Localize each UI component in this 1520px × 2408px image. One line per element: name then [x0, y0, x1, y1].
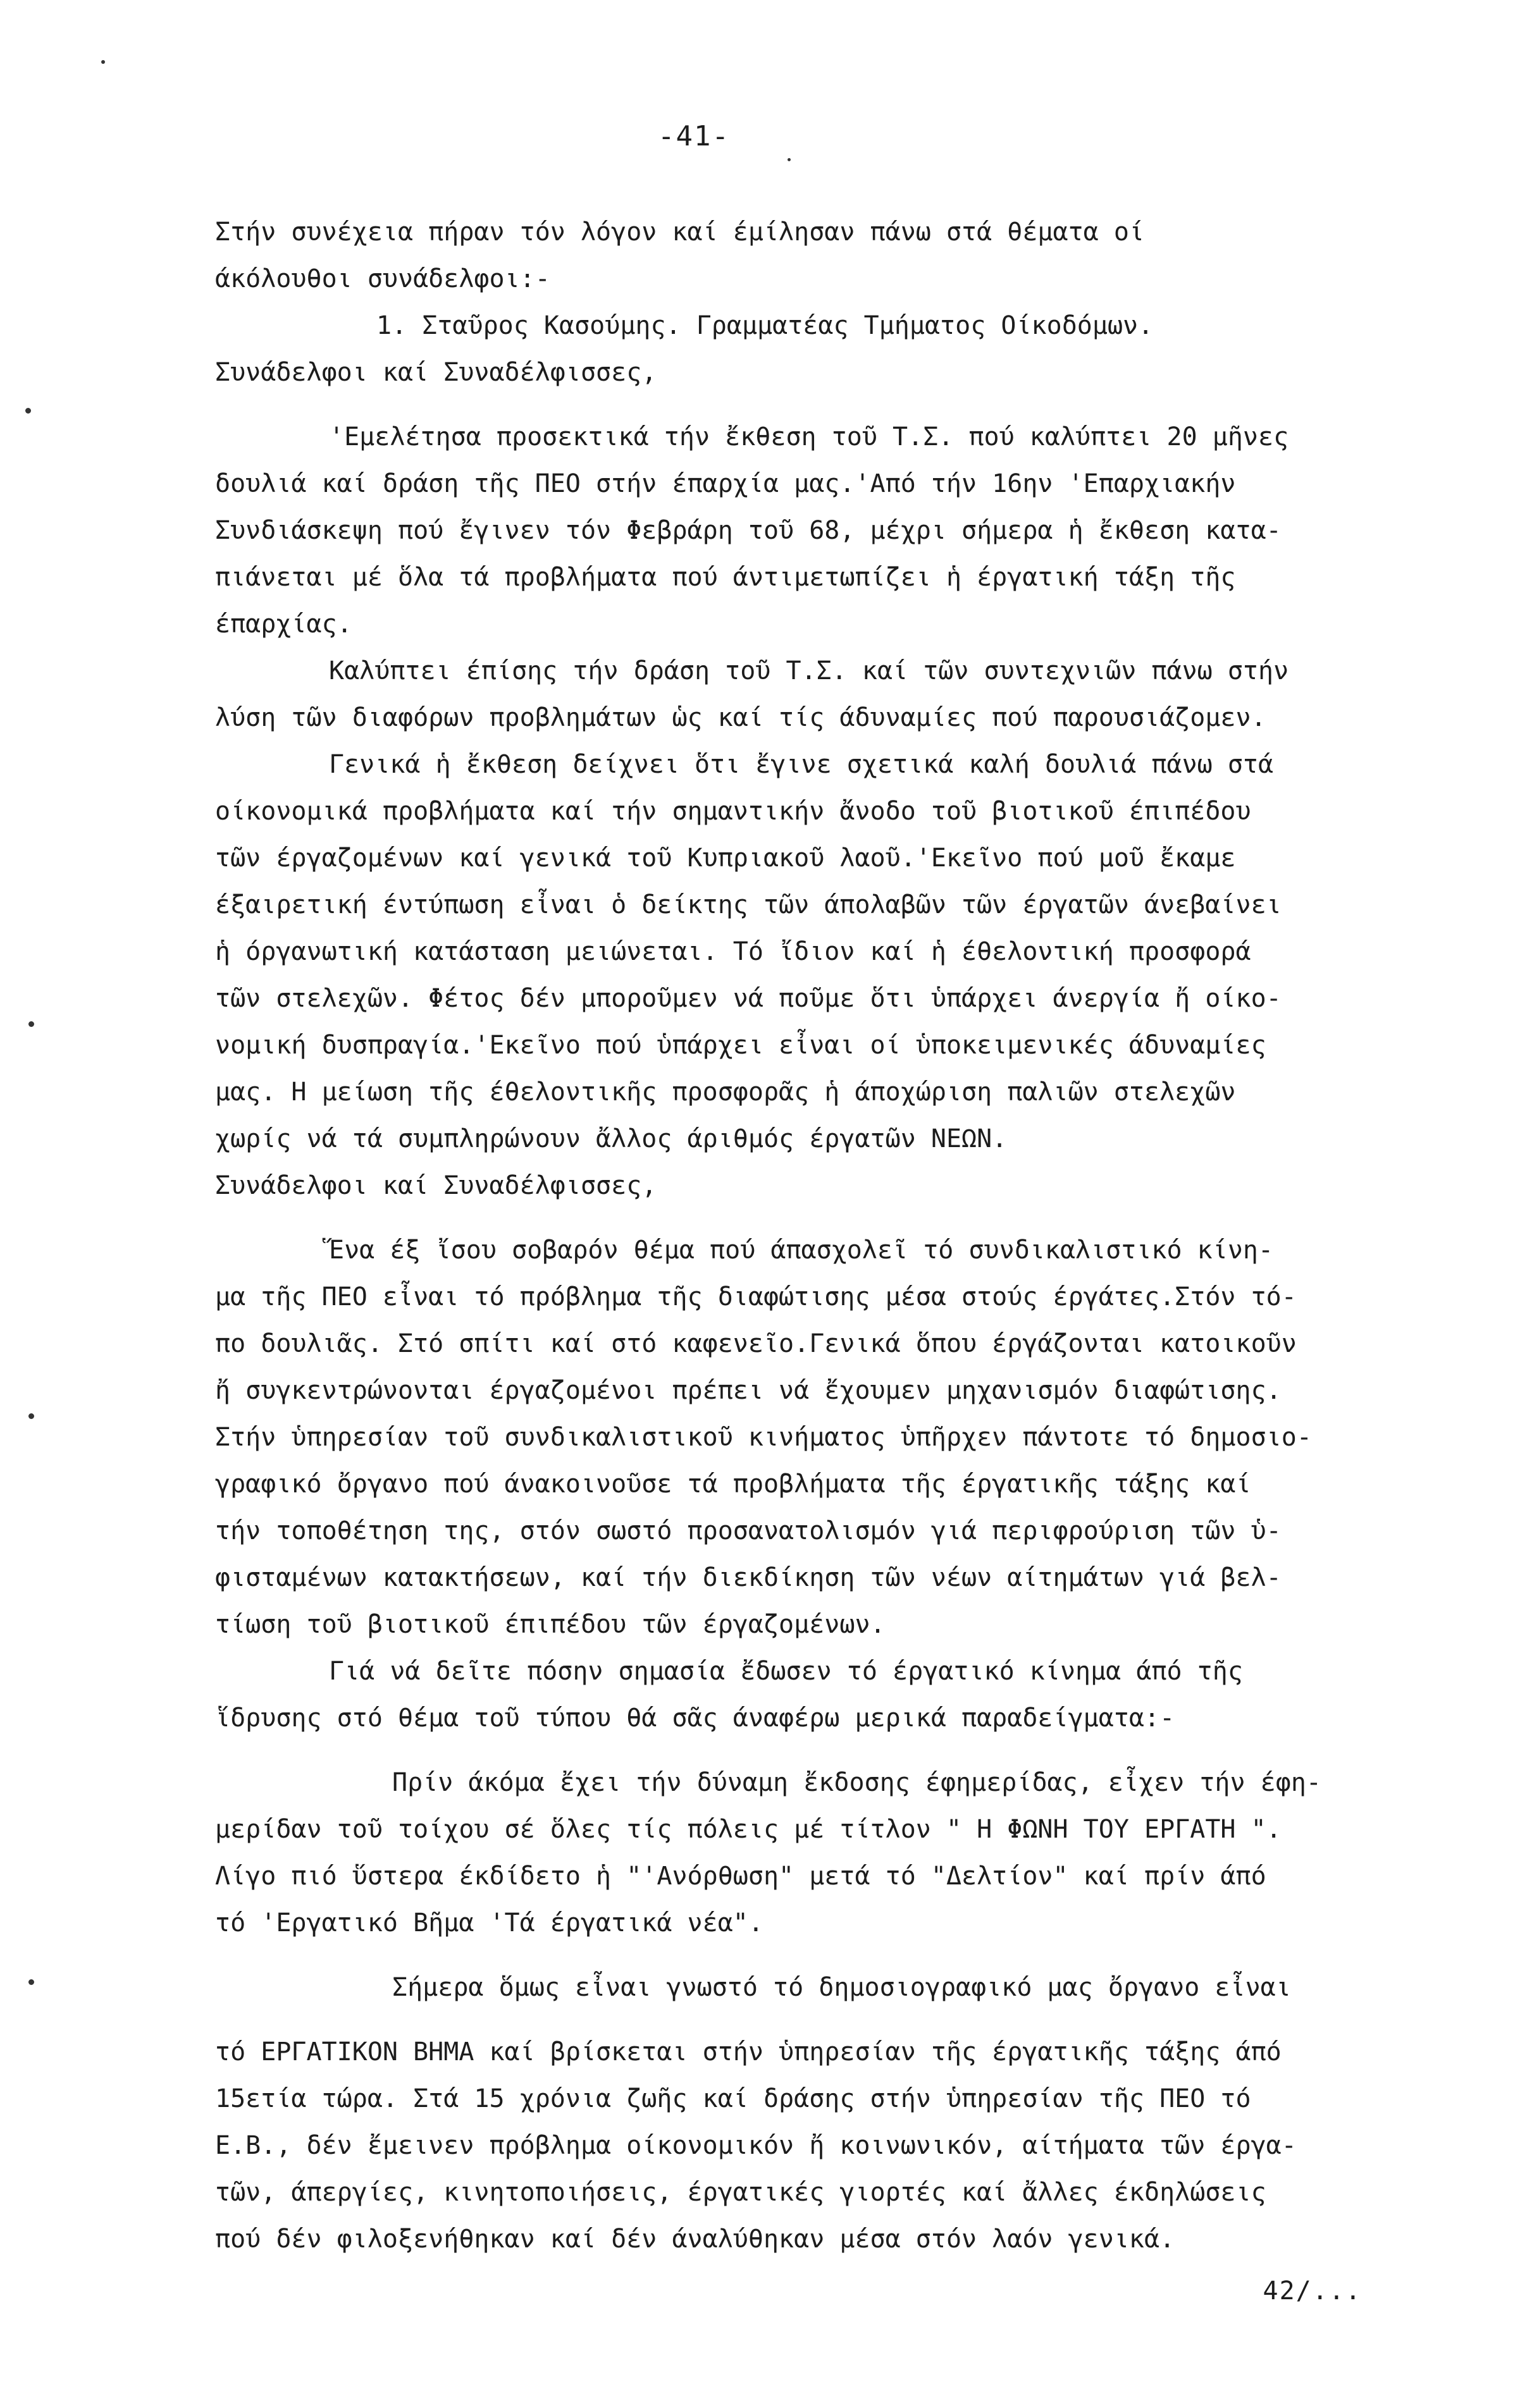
- text-line: τῶν, άπεργίες, κινητοποιήσεις, έργατικές γιορτές καί ἄλλες έκδηλώσεις: [215, 2178, 1266, 2207]
- text-line: τήν τοποθέτηση της, στόν σωστό προσανατολισμόν γιά περιφρούριση τῶν ὑ-: [215, 1516, 1282, 1545]
- text-line: 15ετία τώρα. Στά 15 χρόνια ζωῆς καί δράσης στήν ὑπηρεσίαν τῆς ΠΕΟ τό: [215, 2084, 1251, 2113]
- text-line: τίωση τοῦ βιοτικοῦ έπιπέδου τῶν έργαζομένων.: [215, 1610, 886, 1639]
- text-line: 1. Σταῦρος Κασούμης. Γραμματέας Τμήματος Οίκοδόμων.: [376, 311, 1154, 340]
- scan-speck: [28, 1979, 34, 1985]
- text-line: νομική δυσπραγία.'Εκεῖνο πού ὑπάρχει εἶναι οί ὑποκειμενικές άδυναμίες: [215, 1031, 1266, 1060]
- text-line: έξαιρετική έντύπωση εἶναι ὁ δείκτης τῶν άπολαβῶν τῶν έργατῶν άνεβαίνει: [215, 890, 1282, 919]
- text-line: Συνάδελφοι καί Συναδέλφισσες,: [215, 1171, 657, 1200]
- text-line: μας. Η μείωση τῆς έθελοντικῆς προσφορᾶς ἡ άποχώριση παλιῶν στελεχῶν: [215, 1078, 1236, 1107]
- text-line: ἵδρυσης στό θέμα τοῦ τύπου θά σᾶς άναφέρω μερικά παραδείγματα:-: [215, 1704, 1175, 1733]
- text-line: πιάνεται μέ ὅλα τά προβλήματα πού άντιμετωπίζει ἡ έργατική τάξη τῆς: [215, 563, 1236, 592]
- text-line: τό ΕΡΓΑΤΙΚΟΝ ΒΗΜΑ καί βρίσκεται στήν ὑπηρεσίαν τῆς έργατικῆς τάξης άπό: [215, 2037, 1282, 2067]
- text-line: Σήμερα ὅμως εἶναι γνωστό τό δημοσιογραφικό μας ὄργανο εἶναι: [392, 1973, 1291, 2002]
- text-line: έπαρχίας.: [215, 610, 352, 639]
- text-line: πο δουλιᾶς. Στό σπίτι καί στό καφενεῖο.Γενικά ὅπου έργάζονται κατοικοῦν: [215, 1329, 1297, 1358]
- text-line: Γενικά ἡ ἔκθεση δείχνει ὅτι ἔγινε σχετικά καλή δουλιά πάνω στά: [329, 750, 1274, 779]
- text-line: γραφικό ὄργανο πού άνακοινοῦσε τά προβλήματα τῆς έργατικῆς τάξης καί: [215, 1470, 1251, 1499]
- continuation-marker: 42/...: [1263, 2276, 1362, 2306]
- text-line: μα τῆς ΠΕΟ εἶναι τό πρόβλημα τῆς διαφώτισης μέσα στούς έργάτες.Στόν τό-: [215, 1282, 1297, 1312]
- text-line: τῶν στελεχῶν. Φέτος δέν μποροῦμεν νά ποῦμε ὅτι ὑπάρχει άνεργία ἤ οίκο-: [215, 984, 1282, 1013]
- text-line: Στήν ὑπηρεσίαν τοῦ συνδικαλιστικοῦ κινήματος ὑπῆρχεν πάντοτε τό δημοσιο-: [215, 1423, 1312, 1452]
- scan-speck: [101, 60, 105, 64]
- text-line: ἡ όργανωτική κατάσταση μειώνεται. Τό ἴδιον καί ἡ έθελοντική προσφορά: [215, 937, 1251, 966]
- text-line: Καλύπτει έπίσης τήν δράση τοῦ Τ.Σ. καί τῶν συντεχνιῶν πάνω στήν: [329, 656, 1289, 685]
- text-line: Συνδιάσκεψη πού ἔγινεν τόν Φεβράρη τοῦ 68, μέχρι σήμερα ἡ ἔκθεση κατα-: [215, 516, 1282, 545]
- scan-speck: [28, 1021, 34, 1027]
- text-line: άκόλουθοι συνάδελφοι:-: [215, 264, 550, 293]
- text-line: ἤ συγκεντρώνονται έργαζομένοι πρέπει νά ἔχουμεν μηχανισμόν διαφώτισης.: [215, 1376, 1282, 1405]
- text-line: λύση τῶν διαφόρων προβλημάτων ὡς καί τίς άδυναμίες πού παρουσιάζομεν.: [215, 703, 1266, 732]
- scan-speck: [788, 158, 791, 161]
- text-line: τῶν έργαζομένων καί γενικά τοῦ Κυπριακοῦ λαοῦ.'Εκεῖνο πού μοῦ ἔκαμε: [215, 844, 1236, 873]
- text-line: Ε.Β., δέν ἔμεινεν πρόβλημα οίκονομικόν ἤ κοινωνικόν, αίτήματα τῶν έργα-: [215, 2131, 1297, 2160]
- text-line: φισταμένων κατακτήσεων, καί τήν διεκδίκηση τῶν νέων αίτημάτων γιά βελ-: [215, 1563, 1282, 1592]
- text-line: οίκονομικά προβλήματα καί τήν σημαντικήν ἄνοδο τοῦ βιοτικοῦ έπιπέδου: [215, 797, 1251, 826]
- text-line: Ἕνα έξ ἴσου σοβαρόν θέμα πού άπασχολεῖ τό συνδικαλιστικό κίνη-: [329, 1236, 1274, 1265]
- text-line: μερίδαν τοῦ τοίχου σέ ὅλες τίς πόλεις μέ τίτλον " Η ΦΩΝΗ ΤΟΥ ΕΡΓΑΤΗ ".: [215, 1815, 1282, 1844]
- text-line: τό 'Εργατικό Βῆμα 'Τά έργατικά νέα".: [215, 1908, 763, 1938]
- scan-speck: [25, 408, 31, 414]
- text-line: Συνάδελφοι καί Συναδέλφισσες,: [215, 358, 657, 387]
- text-line: πού δέν φιλοξενήθηκαν καί δέν άναλύθηκαν μέσα στόν λαόν γενικά.: [215, 2225, 1175, 2254]
- text-line: 'Εμελέτησα προσεκτικά τήν ἔκθεση τοῦ Τ.Σ. πού καλύπτει 20 μῆνες: [329, 422, 1289, 452]
- text-line: χωρίς νά τά συμπληρώνουν ἄλλος άριθμός έργατῶν ΝΕΩΝ.: [215, 1124, 1008, 1153]
- scan-speck: [28, 1413, 34, 1419]
- document-body: [215, 209, 1474, 2263]
- text-line: Πρίν άκόμα ἔχει τήν δύναμη ἔκδοσης έφημερίδας, εἶχεν τήν έφη-: [392, 1768, 1322, 1797]
- text-line: δουλιά καί δράση τῆς ΠΕΟ στήν έπαρχία μας.'Από τήν 16ην 'Επαρχιακήν: [215, 469, 1236, 498]
- page-number: -41-: [658, 120, 730, 152]
- text-line: Λίγο πιό ὕστερα έκδίδετο ἡ "'Ανόρθωση" μετά τό "Δελτίον" καί πρίν άπό: [215, 1862, 1266, 1891]
- text-line: Γιά νά δεῖτε πόσην σημασία ἔδωσεν τό έργατικό κίνημα άπό τῆς: [329, 1657, 1243, 1686]
- text-line: Στήν συνέχεια πήραν τόν λόγον καί έμίλησαν πάνω στά θέματα οί: [215, 218, 1145, 247]
